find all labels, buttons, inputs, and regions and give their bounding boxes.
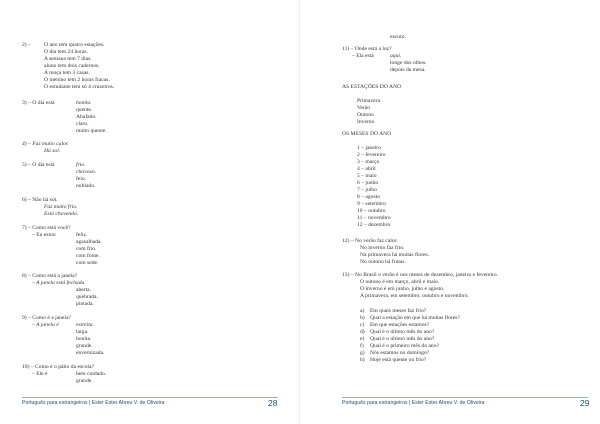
q2-label: 2) – <box>22 42 31 48</box>
q12-line: No inverno faz frio. <box>360 245 405 251</box>
q5-answer: chuvoso. <box>76 169 97 175</box>
q7-label: 7) – Como está você? <box>22 225 71 231</box>
month-item: 12 – dezembro <box>357 222 391 228</box>
q9-answer: grande. <box>76 343 93 349</box>
month-item: 11 – novembro <box>357 215 391 221</box>
q3-label: 3) – O dia está <box>22 100 55 106</box>
q2-line: A moça tem 3 casas. <box>44 70 90 76</box>
footer-rule <box>342 397 588 398</box>
question-letter: f) <box>360 343 364 349</box>
q8-answer: pintada. <box>76 301 94 307</box>
month-item: 3 – março <box>357 159 380 165</box>
question-letter: e) <box>360 336 365 342</box>
month-item: 4 – abril <box>357 166 376 172</box>
q3-answer: muito quente. <box>76 128 107 134</box>
question-text: Hoje está quente ou frio? <box>370 357 427 363</box>
q12-line: No outono há frutas. <box>360 259 406 265</box>
q7-answer: com fome. <box>76 253 100 259</box>
q2-line: A semana tem 7 dias. <box>44 56 92 62</box>
q13-label: 13) – No Brasil o verão é nos meses de dezembro, janeiro e fevereiro. <box>342 272 499 278</box>
q2-line: O estudante tem só 4 cruzeiros. <box>44 84 115 90</box>
q12-label: 12) – No verão faz calor. <box>342 238 398 244</box>
question-letter: g) <box>360 350 365 356</box>
month-item: 1 – janeiro <box>357 145 381 151</box>
right-page <box>300 0 600 424</box>
q2-line: O dia tem 24 horas. <box>44 49 88 55</box>
season-item: Verão <box>357 105 371 111</box>
month-item: 9 – setembro <box>357 201 386 207</box>
q3-answer: claro. <box>76 121 89 127</box>
q8-answer: aberta. <box>76 287 92 293</box>
footer-text: Português para estrangeiros | Ester Ester Abreu V. de Oliveira <box>342 400 485 406</box>
q9-answer: estreita. <box>76 322 94 328</box>
q3-answer: Abafado. <box>76 114 97 120</box>
q9-answer: bonita. <box>76 336 92 342</box>
q5-label: 5) – O dia está <box>22 162 55 168</box>
page-number: 28 <box>268 398 278 408</box>
q4-label: 4) – Faz muito calor. <box>22 141 69 147</box>
q11-sub: – Ela está <box>352 53 374 59</box>
question-letter: c) <box>360 322 365 328</box>
q13-line: O outono é em março, abril e maio. <box>360 279 440 285</box>
q7-answer: com sede. <box>76 260 99 266</box>
question-text: Qual é o último mês do ano? <box>370 336 435 342</box>
q5-answer: feio. <box>76 176 87 182</box>
q11-answer: depois da mesa. <box>390 67 426 73</box>
q9-label: 9) – Como é a janela? <box>22 315 71 321</box>
month-item: 5 – maio <box>357 173 377 179</box>
q8-sub: – A janela está fechada. <box>32 280 86 286</box>
question-text: Em que estações estamos? <box>370 322 430 328</box>
q5-answer: nublado. <box>76 183 96 189</box>
seasons-title: AS ESTAÇÕES DO ANO <box>342 84 402 90</box>
month-item: 7 – julho <box>357 187 377 193</box>
page-number: 29 <box>580 398 590 408</box>
q10-answer: grande. <box>76 378 93 384</box>
q7-answer: com frio. <box>76 246 97 252</box>
question-text: Qual é o último mês do ano? <box>370 329 435 335</box>
q13-line: A primavera, em setembro, outubro e novembro. <box>360 293 469 299</box>
q6-line: Está chovendo. <box>44 211 79 217</box>
q4-line: Há sol. <box>44 148 61 154</box>
footer-rule <box>22 397 278 398</box>
q6-line: Faz muito frio. <box>44 204 78 210</box>
q13-line: O inverno é em junho, julho e agosto. <box>360 286 445 292</box>
month-item: 6 – junho <box>357 180 379 186</box>
q10-label: 10) – Como é o pátio da escola? <box>22 364 94 370</box>
q2-line: aluno tem dois cadernos. <box>44 63 100 69</box>
question-text: Qual é o primeiro mês do ano? <box>370 343 439 349</box>
q9-sub: – A janela é <box>32 322 59 328</box>
month-item: 8 – agosto <box>357 194 380 200</box>
q3-answer: bonito. <box>76 100 92 106</box>
question-text: Qual a estação em que há muitas flores? <box>370 315 460 321</box>
q11-answer: longe dos olhos. <box>390 60 427 66</box>
q6-label: 6) – Não há sol. <box>22 197 58 203</box>
q11-label: 11) – Onde está a luz? <box>342 46 392 52</box>
q5-answer: frio. <box>76 162 86 168</box>
question-letter: a) <box>360 308 365 314</box>
q3-answer: quente. <box>76 107 93 113</box>
q12-line: Na primavera há muitas flores. <box>360 252 430 258</box>
months-title: OS MESES DO ANO <box>342 131 392 137</box>
question-text: Nós estamos no domingo? <box>370 350 430 356</box>
q8-answer: quebrada. <box>76 294 98 300</box>
season-item: Outono <box>357 112 374 118</box>
continuation-word: escuro. <box>390 34 406 40</box>
question-letter: b) <box>360 315 365 321</box>
footer-text: Português para estrangeiros | Ester Ester Abreu V. de Oliveira <box>22 400 165 406</box>
q11-answer: aqui. <box>390 53 402 59</box>
q7-answer: agasalhada. <box>76 239 102 245</box>
month-item: 2 – fevereiro <box>357 152 386 158</box>
question-text: Em quais meses faz frio? <box>370 308 427 314</box>
month-item: 10 – outubro <box>357 208 386 214</box>
question-letter: d) <box>360 329 365 335</box>
q9-answer: envernizada. <box>76 350 105 356</box>
q7-sub: – Eu estou <box>32 232 56 238</box>
q8-label: 8) – Como está a janela? <box>22 273 78 279</box>
q7-answer: feliz. <box>76 232 88 238</box>
season-item: Inverno <box>357 119 375 125</box>
q2-line: O menino tem 2 horas fracas. <box>44 77 110 83</box>
q10-sub: – Ele é <box>32 371 48 377</box>
q2-line: O ano tem quatro estações. <box>44 42 105 48</box>
q9-answer: larga. <box>76 329 89 335</box>
q10-answer: bem cuidado. <box>76 371 107 377</box>
season-item: Primavera <box>357 98 380 104</box>
question-letter: h) <box>360 357 365 363</box>
